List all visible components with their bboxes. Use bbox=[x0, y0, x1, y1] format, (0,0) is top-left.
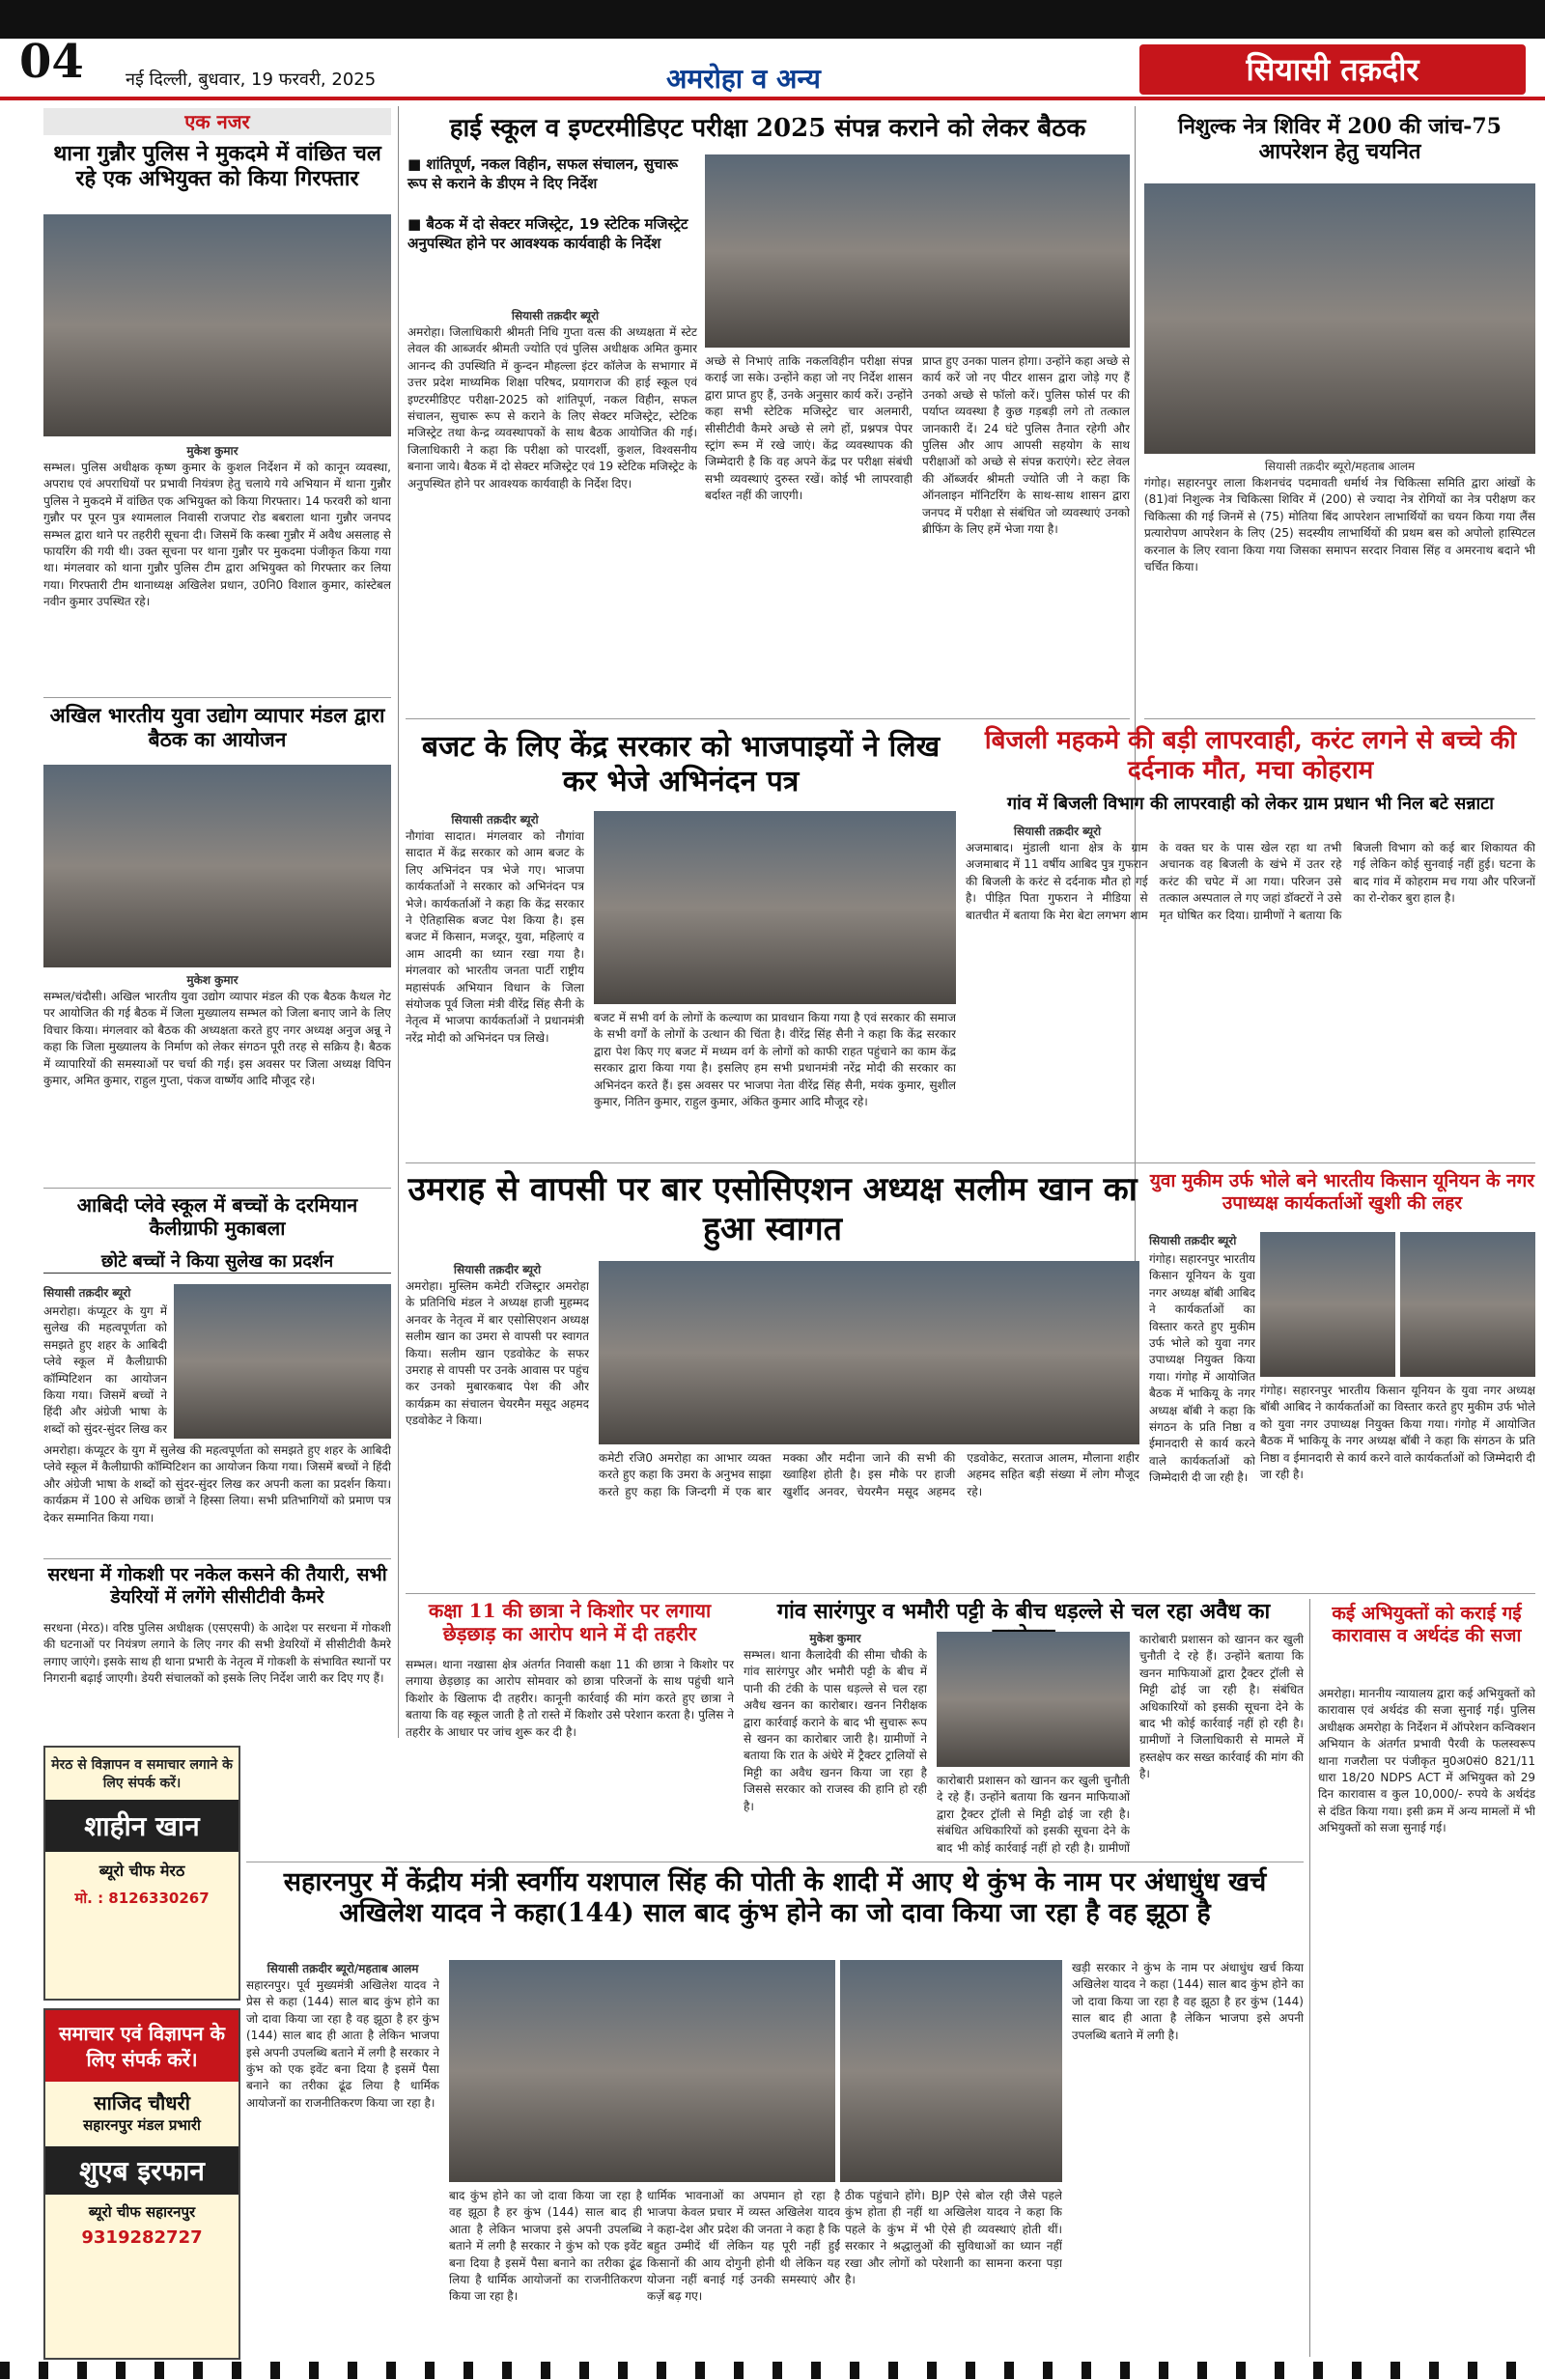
yuva-body: गंगोह। सहारनपुर भारतीय किसान यूनियन के युवा नगर अध्यक्ष बॉबी आबिद ने कार्यकर्ताओं का विस्तार करते हुए मुकीम उर्फ भोले को युवा नगर उपाध्यक्ष नियुक्त किया गया। गंगोह में आयोजित बैठक में भाकियू के नगर अध्यक्ष बॉबी ने कहा कि संगठन के प्रति निष्ठा व ईमानदारी से कार्य करने वाले कार्यकर्ताओं को जिम्मेदारी दी जा रही है। bbox=[1149, 1252, 1255, 1485]
chhed-headline: कक्षा 11 की छात्रा ने किशोर पर लगाया छेड़छाड़ का आरोप थाने में दी तहरीर bbox=[428, 1599, 712, 1645]
electric-byline: सियासी तक़दीर ब्यूरो bbox=[1013, 825, 1102, 838]
lead-bullet-1: ■ शांतिपूर्ण, नकल विहीन, सफल संचालन, सुचारू रूप से कराने के डीएम ने दिए निर्देश bbox=[407, 155, 679, 193]
bottom-body-4: ठीक पहुंचाने होंगे। BJP ऐसे बोल रही जैसे पहले कुंभ होता ही नहीं था अखिलेश यादव ने कहा कि पहले के कुंभ में भी ऐसे ही व्यवस्थाएं होती थीं। सरकार ने श्रद्धालुओं की सुविधाओं का ध्यान नहीं रखा और लोगों को परेशानी का सामना करना पड़ा है। bbox=[845, 2189, 1062, 2286]
column-rule bbox=[398, 106, 399, 1738]
crime-headline: कई अभियुक्तों को कराई गई कारावास व अर्थदंड की सजा bbox=[1332, 1603, 1522, 1646]
eye-camp-body: गंगोह। सहारनपुर लाला किशनचंद पदमावती धर्मार्थ नेत्र चिकित्सा समिति द्वारा आंखों के (81)वां निशुल्क नेत्र चिकित्सा शिविर में (200) से ज्यादा नेत्र रोगियों का नेत्र परीक्षण कर चिकित्सा की गई जिनमें से (75) मोतिया बिंद आपरेशन लाभार्थियों का चयन किया गया लैंस प्रत्यारोपण आपरेशन के लिए (25) सदस्यीय लाभार्थियों की प्रथम बस को अपोलो हास्पिटल करनाल के लिए रवाना किया गया जिसका समापन सरदार निवास सिंह व अमरनाथ बदाने भी चर्चित किया। bbox=[1144, 476, 1535, 574]
bottom-body-3: धार्मिक भावनाओं का अपमान हो रहा है भाजपा केवल प्रचार में व्यस्त अखिलेश यादव ने कहा-देश और प्रदेश की जनता ने कहा है कि बहुत उम्मीदें थीं लेकिन यह पूरी नहीं हुईं किसानों की आय दोगुनी होनी थी लेकिन यह योजना नहीं बनाई गई उनकी समस्याएं और कर्ज़े बढ़ गए। bbox=[647, 2189, 840, 2304]
story3-body-left: अमरोहा। कंप्यूटर के युग में सुलेख की महत्वपूर्णता को समझते हुए शहर के आबिदी प्लेवे स्कूल में कैलीग्राफी कॉम्पिटिशन का आयोजन किया गया। जिसमें बच्चों ने हिंदी और अंग्रेजी भाषा के शब्दों को सुंदर-सुंदर लिख कर bbox=[43, 1304, 167, 1436]
newspaper-brand: सियासी तक़दीर bbox=[1139, 44, 1526, 95]
ad-meerut-intro: मेरठ से विज्ञापन व समाचार लगाने के लिए संपर्क करें। bbox=[51, 1757, 233, 1791]
budget-body: नौगांवा सादात। मंगलवार को नौगांवा सादात में केंद्र सरकार को आम बजट के लिए अभिनंदन पत्र भेजे गए। भाजपा कार्यकर्ताओं ने सरकार को अभिनंदन पत्र भेजे। कार्यकर्ताओं ने कहा कि केंद्र सरकार ने ऐतिहासिक बजट पेश किया है। इस बजट में किसान, मजदूर, युवा, महिलाएं व आम आदमी का ध्यान रखा गया है। मंगलवार को भारतीय जनता पार्टी राष्ट्रीय महासंपर्क अभियान विधान के जिला संयोजक पूर्व जिला मंत्री वीरेंद्र सिंह सैनी के नेतृत्व में भाजपा कार्यकर्ताओं ने प्रधानमंत्री नरेंद्र मोदी को अभिनंदन पत्र लिखे। bbox=[406, 829, 584, 1045]
mining-body: सम्भल। थाना कैलादेवी की सीमा चौकी के गांव सारंगपुर और भमौरी पट्टी के बीच में पानी की टंकी के पास धड़ल्ले से चल रहा अवैध खनन का कारोबार। खनन निरीक्षक द्वारा कार्रवाई कराने के बाद भी सुचारू रूप से खनन का कारोबार जारी है। ग्रामीणों ने बताया कि रात के अंधेरे में ट्रैक्टर ट्रालियों से मिट्टी का अवैध खनन किया जा रहा है जिससे सरकार को राजस्व की हानि हो रही है। bbox=[744, 1648, 927, 1813]
ad-meerut bbox=[43, 1746, 240, 2001]
story3-body: अमरोहा। कंप्यूटर के युग में सुलेख की महत्वपूर्णता को समझते हुए शहर के आबिदी प्लेवे स्कूल में कैलीग्राफी कॉम्पिटिशन का आयोजन किया गया। जिसमें बच्चों ने हिंदी और अंग्रेजी भाषा के शब्दों को सुंदर-सुंदर लिख कर अपनी कला का प्रदर्शन किया। कार्यक्रम में 100 से अधिक छात्रों ने हिस्सा लिया। सभी प्रतिभागियों को प्रमाण पत्र देकर सम्मानित किया गया। bbox=[43, 1443, 391, 1525]
registration-bar bbox=[0, 0, 1545, 39]
section-title: अमरोहा व अन्य bbox=[666, 60, 821, 99]
story2-body: सम्भल/चंदौसी। अखिल भारतीय युवा उद्योग व्यापार मंडल की एक बैठक कैथल गेट पर आयोजित की गई बैठक में जिला मुख्यालय सम्भल को जिला बनाए जाने के लिए विचार किया। मंगलवार को बैठक की अध्यक्षता करते हुए नगर अध्यक्ष अनुज अन्नू ने कहा कि जिला मुख्यालय के निर्माण को लेकर संगठन पूरी तरह से सक्रिय है। बैठक में व्यापारियों की समस्याओं पर चर्चा की गई। इस अवसर पर जिला अध्यक्ष विपिन कुमार, अमित कुमार, राहुल गुप्ता, पंकज वार्ष्णेय आदि मौजूद रहे। bbox=[43, 990, 391, 1087]
divider bbox=[43, 697, 391, 698]
ek-nazar-tag: एक नजर bbox=[43, 108, 391, 135]
story3-subhead: छोटे बच्चों ने किया सुलेख का प्रदर्शन bbox=[43, 1251, 391, 1274]
bottom-byline: सियासी तक़दीर ब्यूरो/महताब आलम bbox=[267, 1962, 419, 1975]
ad-saharanpur-name: साजिद चौधरी bbox=[94, 2091, 190, 2114]
ad-saharanpur-role: सहारनपुर मंडल प्रभारी bbox=[83, 2116, 201, 2134]
story1-photo bbox=[43, 214, 391, 436]
bottom-photo-2 bbox=[840, 1960, 1062, 2182]
mining-byline: मुकेश कुमार bbox=[809, 1632, 861, 1645]
story2-headline: अखिल भारतीय युवा उद्योग व्यापार मंडल द्वारा बैठक का आयोजन bbox=[49, 703, 385, 752]
mining-body-3: कारोबारी प्रशासन को खानन कर खुली चुनौती दे रहे हैं। उन्होंने बताया कि खनन माफियाओं द्वारा ट्रैक्टर ट्रॉली से मिट्टी ढोई जा रही है। संबंधित अधिकारियों को इसकी सूचना देने के बाद भी कोई कार्रवाई नहीं हो रही है। ग्रामीणों ने जिलाधिकारी से मामले में हस्तक्षेप कर सख्त कार्रवाई की मांग की है। bbox=[1139, 1633, 1304, 1781]
story1-headline: थाना गुन्नौर पुलिस ने मुकदमे में वांछित चल रहे एक अभियुक्त को किया गिरफ्तार bbox=[53, 141, 381, 192]
budget-headline: बजट के लिए केंद्र सरकार को भाजपाइयों ने लिख कर भेजे अभिनंदन पत्र bbox=[421, 730, 941, 798]
lead-bullet-1-text: शांतिपूर्ण, नकल विहीन, सफल संचालन, सुचारू रूप से कराने के डीएम ने दिए निर्देश bbox=[407, 155, 679, 193]
story3-byline: सियासी तक़दीर ब्यूरो bbox=[43, 1286, 131, 1300]
mining-photo bbox=[937, 1632, 1130, 1767]
salim-photo bbox=[599, 1261, 1139, 1444]
ad-meerut-name: शाहीन खान bbox=[45, 1800, 239, 1852]
lead-body-2: अच्छे से निभाएं ताकि नकलविहीन परीक्षा संपन्न कराई जा सके। उन्होंने कहा जो नए निर्देश शासन द्वारा प्राप्त हुए हैं, उनके अनुसार कार्य करें। उन्होंने कहा सभी स्टेटिक मजिस्ट्रेट चार अलमारी, सीसीटीवी कैमरे अच्छे से लगे हों, प्रश्नपत्र पेपर स्ट्रांग रूम में रखे जाएं। केंद्र व्यवस्थापक की जिम्मेदारी है कि वह अपने केंद्र पर परीक्षा संबंधी सभी व्यवस्थाएं दुरुस्त रखें। कोई भी लापरवाही बर्दाश्त नहीं की जाएगी। bbox=[705, 354, 913, 503]
story1-body: सम्भल। पुलिस अधीक्षक कृष्ण कुमार के कुशल निर्देशन में को कानून व्यवस्था, अपराध एवं अपराधियों पर प्रभावी नियंत्रण हेतु चलाये गये अभियान में थाना गुन्नौर पुलिस ने मुकदमे में वांछित एक अभियुक्त को किया गिरफ्तार। 14 फरवरी को थाना गुन्नौर पर पूरन पुत्र श्यामलाल निवासी राजपाट रोड बबराला थाना गुन्नौर जनपद सम्भल द्वारा थाने पर तहरीरी सूचना दी। जिसमें कि कस्बा गुन्नौर में अवैध असलाह से फायरिंग की गयी थी। उक्त सूचना पर थाना गुन्नौर पर मुकदमा पंजीकृत किया गया था। मंगलवार को थाना गुन्नौर पुलिस टीम द्वारा अभियुक्त को गिरफ्तार कर लिया गया। गिरफ्तारी टीम थानाध्यक्ष अखिलेश प्रधान, उ0नि0 विशाल कुमार, कांस्टेबल नवीन कुमार उपस्थित रहे। bbox=[43, 461, 391, 609]
lead-bullet-2: ■ बैठक में दो सेक्टर मजिस्ट्रेट, 19 स्टेटिक मजिस्ट्रेट अनुपस्थित होने पर आवश्यक कार्यवाही के निर्देश bbox=[407, 215, 688, 253]
lead-byline: सियासी तक़दीर ब्यूरो bbox=[511, 309, 600, 322]
yuva-headline: युवा मुकीम उर्फ भोले बने भारतीय किसान यूनियन के नगर उपाध्यक्ष कार्यकर्ताओं खुशी की लहर bbox=[1149, 1170, 1535, 1214]
masthead bbox=[0, 0, 1545, 100]
eye-camp-photo bbox=[1144, 183, 1535, 454]
story3-headline: आबिदी प्लेवे स्कूल में बच्चों के दरमियान कैलीग्राफी मुकाबला bbox=[76, 1193, 358, 1240]
print-registration-marks bbox=[0, 2362, 1545, 2379]
bottom-body: सहारनपुर। पूर्व मुख्यमंत्री अखिलेश यादव ने प्रेस से कहा (144) साल बाद कुंभ होने का जो दावा किया जा रहा है वह झूठा है हर कुंभ (144) साल बाद ही आता है लेकिन भाजपा इसे अपनी उपलब्धि बताने में लगी है सरकार ने कुंभ को एक इवेंट बना दिया है इसमें पैसा बनाने का तरीका ढूंढ लिया है धार्मिक आयोजनों का राजनीतिकरण किया जा रहा है। bbox=[246, 1978, 439, 2110]
lead-body: अमरोहा। जिलाधिकारी श्रीमती निधि गुप्ता वत्स की अध्यक्षता में स्टेट लेवल की आब्जर्वर श्रीमती ज्योति एवं पुलिस अधीक्षक अमित कुमार आनन्द की उपस्थिति में कुन्दन मौहल्ला इंटर कॉलेज के सभागार में उत्तर प्रदेश माध्यमिक शिक्षा परिषद, प्रयागराज की हाई स्कूल एवं इण्टरमीडिएट परीक्षा-2025 को शांतिपूर्ण, नकल विहीन, सफल संचालन, सुचारू रूप से कराने के लिए सेक्टर मजिस्ट्रेट, स्टेटिक मजिस्ट्रेट तथा केन्द्र व्यवस्थापकों के साथ बैठक आयोजित की गई। जिलाधिकारी ने कहा कि परीक्षा को पारदर्शी, कुशल, विश्वसनीय बनाना जाये। बैठक में दो सेक्टर मजिस्ट्रेट एवं 19 स्टेटिक मजिस्ट्रेट के अनुपस्थित होने पर आवश्यक कार्यवाही के निर्देश दिए। bbox=[407, 325, 697, 490]
divider bbox=[406, 1162, 1535, 1163]
dateline: नई दिल्ली, बुधवार, 19 फरवरी, 2025 bbox=[126, 70, 377, 90]
ad-saharanpur-intro: समाचार एवं विज्ञापन के लिए संपर्क करें। bbox=[45, 2010, 239, 2082]
bottom-photo-1 bbox=[449, 1960, 835, 2182]
salim-headline: उमराह से वापसी पर बार एसोसिएशन अध्यक्ष सलीम खान का हुआ स्वागत bbox=[407, 1170, 1138, 1248]
divider bbox=[43, 1188, 391, 1189]
yuva-byline: सियासी तक़दीर ब्यूरो bbox=[1149, 1234, 1237, 1247]
divider bbox=[406, 1593, 1535, 1594]
mining-headline: गांव सारंगपुर व भमौरी पट्टी के बीच धड़ल्ले से चल रहा अवैध का bbox=[776, 1599, 1271, 1624]
mining-body-2: कारोबारी प्रशासन को खानन कर खुली चुनौती दे रहे हैं। उन्होंने बताया कि खनन माफियाओं द्वारा ट्रैक्टर ट्रॉली से मिट्टी ढोई जा रही है। संबंधित अधिकारियों को इसकी सूचना देने के बाद भी कोई कार्रवाई नहीं हो रही है। ग्रामीणों bbox=[937, 1774, 1130, 1855]
eye-camp-byline: सियासी तक़दीर ब्यूरो/महताब आलम bbox=[1264, 460, 1416, 473]
divider bbox=[1144, 718, 1535, 719]
header-rule bbox=[0, 97, 1545, 100]
salim-body-2: कमेटी रजि0 अमरोहा का आभार व्यक्त करते हुए कहा कि उमरा के अनुभव साझा करते हुए कहा कि जिन्दगी में एक बार मक्का और मदीना जाने की सभी की ख्वाहिश होती है। इस मौके पर हाजी खुर्शीद अनवर, चेयरमैन मसूद अहमद एडवोकेट, सरताज आलम, मौलाना शहीर अहमद सहित बड़ी संख्या में लोग मौजूद रहे। bbox=[599, 1451, 1139, 1498]
column-rule bbox=[1309, 1599, 1310, 2357]
bottom-body-5: खड़ी सरकार ने कुंभ के नाम पर अंधाधुंध खर्च किया अखिलेश यादव ने कहा (144) साल बाद कुंभ होने का जो दावा किया जा रहा है वह झूठा है हर कुंभ (144) साल बाद ही आता है लेकिन भाजपा इसे अपनी उपलब्धि बताने में लगी है। bbox=[1072, 1961, 1304, 2042]
budget-byline: सियासी तक़दीर ब्यूरो bbox=[451, 813, 539, 826]
bottom-headline: सहारनपुर में केंद्रीय मंत्री स्वर्गीय यशपाल सिंह की पोती के शादी में आए थे कुंभ के नाम पर अंधाधुंध खर्च अखिलेश यादव ने कहा(144) साल बाद कुंभ होने का जो दावा किया जा रहा है वह झूठा है bbox=[283, 1867, 1267, 1929]
electric-subhead: गांव में बिजली विभाग की लापरवाही को लेकर ग्राम प्रधान भी निल बटे सन्नाटा bbox=[1007, 794, 1494, 814]
lead-bullet-2-text: बैठक में दो सेक्टर मजिस्ट्रेट, 19 स्टेटिक मजिस्ट्रेट अनुपस्थित होने पर आवश्यक कार्यवाही के निर्देश bbox=[407, 215, 688, 253]
story2-byline: मुकेश कुमार bbox=[186, 973, 239, 987]
salim-body: अमरोहा। मुस्लिम कमेटी रजिस्ट्रार अमरोहा के प्रतिनिधि मंडल ने अध्यक्ष हाजी मुहम्मद अनवर के नेतृत्व में बार एसोसिएशन अध्यक्ष सलीम खान का उमरा से वापसी पर स्वागत किया। सलीम खान एडवोकेट के सफर उमराह से वापसी पर उनके आवास पर पहुंच कर उनको मुबारकबाद पेश की और कार्यक्रम का संचालन चेयरमैन मसूद अहमद एडवोकेट ने किया। bbox=[406, 1279, 589, 1428]
budget-photo bbox=[594, 811, 956, 1004]
eye-camp-headline: निशुल्क नेत्र शिविर में 200 की जांच-75 आपरेशन हेतु चयनित bbox=[1178, 114, 1502, 165]
yuva-photo-1 bbox=[1260, 1232, 1395, 1377]
page-number: 04 bbox=[19, 35, 84, 89]
chhed-body: सम्भल। थाना नखासा क्षेत्र अंतर्गत निवासी कक्षा 11 की छात्रा ने किशोर पर लगाया छेड़छाड़ का आरोप सोमवार को छात्रा परिजनों के साथ पहुंची थाने किशोर के खिलाफ दी तहरीर। कानूनी कार्रवाई की मांग करते हुए छात्रा ने बताया कि वह स्कूल जाती है तो रास्ते में किशोर उसे परेशान करता है। पुलिस ने तहरीर के आधार पर जांच शुरू कर दी है। bbox=[406, 1658, 734, 1739]
story4-body: सरधना (मेरठ)। वरिष्ठ पुलिस अधीक्षक (एसएसपी) के आदेश पर सरधना में गोकशी की घटनाओं पर नियंत्रण लगाने के लिए नगर की सभी डेयरियों में सीसीटीवी कैमरे लगाए जाएंगे। इसके साथ ही थाना प्रभारी के नेतृत्व में गोकशी के संभावित स्थानों पर निगरानी बढ़ाई जाएगी। डेयरी संचालकों को इसके लिए निर्देश जारी कर दिए गए हैं। bbox=[43, 1621, 391, 1686]
ad-saharanpur2-phone: 9319282727 bbox=[81, 2227, 203, 2248]
salim-byline: सियासी तक़दीर ब्यूरो bbox=[453, 1263, 542, 1276]
yuva-body-2: गंगोह। सहारनपुर भारतीय किसान यूनियन के युवा नगर अध्यक्ष बॉबी आबिद ने कार्यकर्ताओं का विस्तार करते हुए मुकीम उर्फ भोले को युवा नगर उपाध्यक्ष नियुक्त किया गया। गंगोह में आयोजित बैठक में भाकियू के नगर अध्यक्ष बॉबी ने कहा कि संगठन के प्रति निष्ठा व ईमानदारी से कार्य करने वाले कार्यकर्ताओं को जिम्मेदारी दी जा रही है। bbox=[1260, 1384, 1535, 1481]
electric-headline: बिजली महकमे की बड़ी लापरवाही, करंट लगने से बच्चे की दर्दनाक मौत, मचा कोहराम bbox=[984, 726, 1517, 786]
ad-saharanpur2-role: ब्यूरो चीफ सहारनपुर bbox=[88, 2203, 196, 2221]
lead-headline: हाई स्कूल व इण्टरमीडिएट परीक्षा 2025 संपन्न कराने को लेकर बैठक bbox=[449, 114, 1086, 143]
ad-meerut-role: ब्यूरो चीफ मेरठ bbox=[98, 1862, 185, 1880]
budget-body-2: बजट में सभी वर्ग के लोगों के कल्याण का प्रावधान किया गया है एवं सरकार की समाज के सभी वर्गों के लोगों के उत्थान की चिंता है। वीरेंद्र सिंह सैनी ने कहा कि केंद्र सरकार द्वारा पेश किए गए बजट में मध्यम वर्ग के लोगों को काफी राहत पहुंचाने का काम केंद्र सरकार द्वारा किया गया है। इसलिए हम सभी प्रधानमंत्री नरेंद्र मोदी की सरकार का अभिनंदन करते हैं। इस अवसर पर भाजपा नेता वीरेंद्र सिंह सैनी, मयंक कुमार, सुशील कुमार, नितिन कुमार, राहुल कुमार, अंकित कुमार आदि मौजूद रहे। bbox=[594, 1011, 956, 1108]
crime-body: अमरोहा। माननीय न्यायालय द्वारा कई अभियुक्तों को कारावास एवं अर्थदंड की सजा सुनाई गई। पुलिस अधीक्षक अमरोहा के निर्देशन में ऑपरेशन कन्विक्शन अभियान के अंतर्गत प्रभावी पैरवी के फलस्वरूप थाना गजरौला पर पंजीकृत मु0अ0सं0 821/11 धारा 18/20 NDPS ACT में अभियुक्त को 29 दिन कारावास व कुल 10,000/- रुपये के अर्थदंड से दंडित किया गया। इसी क्रम में अन्य मामलों में भी अभियुक्तों को सजा सुनाई गई। bbox=[1318, 1687, 1535, 1835]
bottom-body-2: बाद कुंभ होने का जो दावा किया जा रहा है वह झूठा है हर कुंभ (144) साल बाद ही आता है लेकिन भाजपा इसे अपनी उपलब्धि बताने में लगी है सरकार ने कुंभ को एक इवेंट बना दिया है इसमें पैसा बनाने का तरीका ढूंढ लिया है धार्मिक आयोजनों का राजनीतिकरण किया जा रहा है। bbox=[449, 2189, 642, 2304]
electric-body: अजमाबाद। मुंडाली थाना क्षेत्र के ग्राम अजमाबाद में 11 वर्षीय आबिद पुत्र गुफरान की बिजली के करंट से दर्दनाक मौत हो गई है। पीड़ित पिता गुफरान ने मीडिया से बातचीत में बताया कि मेरा बेटा लगभग शाम के वक्त घर के पास खेल रहा था तभी अचानक वह बिजली के खंभे में उतर रहे करंट की चपेट में आ गया। परिजन उसे तत्काल अस्पताल ले गए जहां डॉक्टरों ने उसे मृत घोषित कर दिया। ग्रामीणों ने बताया कि बिजली विभाग को कई बार शिकायत की गई लेकिन कोई सुनवाई नहीं हुई। घटना के बाद गांव में कोहराम मच गया और परिजनों का रो-रोकर बुरा हाल है। bbox=[966, 841, 1535, 922]
ad-saharanpur bbox=[43, 2008, 240, 2360]
lead-body-3: प्राप्त हुए उनका पालन होगा। उन्होंने कहा अच्छे से कार्य करें जो नए पीटर शासन द्वारा जोड़े गए हैं उनको अच्छे से फॉलो करें। पुलिस फोर्स पर की पर्याप्त व्यवस्था है कुछ गड़बड़ी लगे तो तत्काल जानकारी दें। 24 घंटे पुलिस तैनात रहेगी और पुलिस और आप आपसी सहयोग के साथ परीक्षाओं को अच्छे से संपन्न कराएंगे। स्टेट लेवल की ऑब्जर्वर श्रीमती ज्योति जी ने कहा कि ऑनलाइन मॉनिटरिंग के साथ-साथ शासन द्वारा जनपद में परीक्षा से संबंधित जो व्यवस्थाएं उनको ब्रीफिंग के लिए हमें भेजा गया है। bbox=[922, 354, 1130, 536]
story4-headline: सरधना में गोकशी पर नकेल कसने की तैयारी, सभी डेयरियों में लगेंगे सीसीटीवी कैमरे bbox=[47, 1564, 387, 1608]
yuva-photo-2 bbox=[1400, 1232, 1535, 1377]
ad-saharanpur2-name: शुएब इरफान bbox=[45, 2146, 239, 2195]
story3-photo bbox=[174, 1284, 391, 1439]
story2-photo bbox=[43, 765, 391, 967]
divider bbox=[406, 718, 1130, 719]
story1-byline: मुकेश कुमार bbox=[186, 444, 239, 458]
lead-photo bbox=[705, 154, 1130, 348]
divider bbox=[43, 1558, 391, 1559]
ad-meerut-phone: मो. : 8126330267 bbox=[74, 1890, 210, 1907]
